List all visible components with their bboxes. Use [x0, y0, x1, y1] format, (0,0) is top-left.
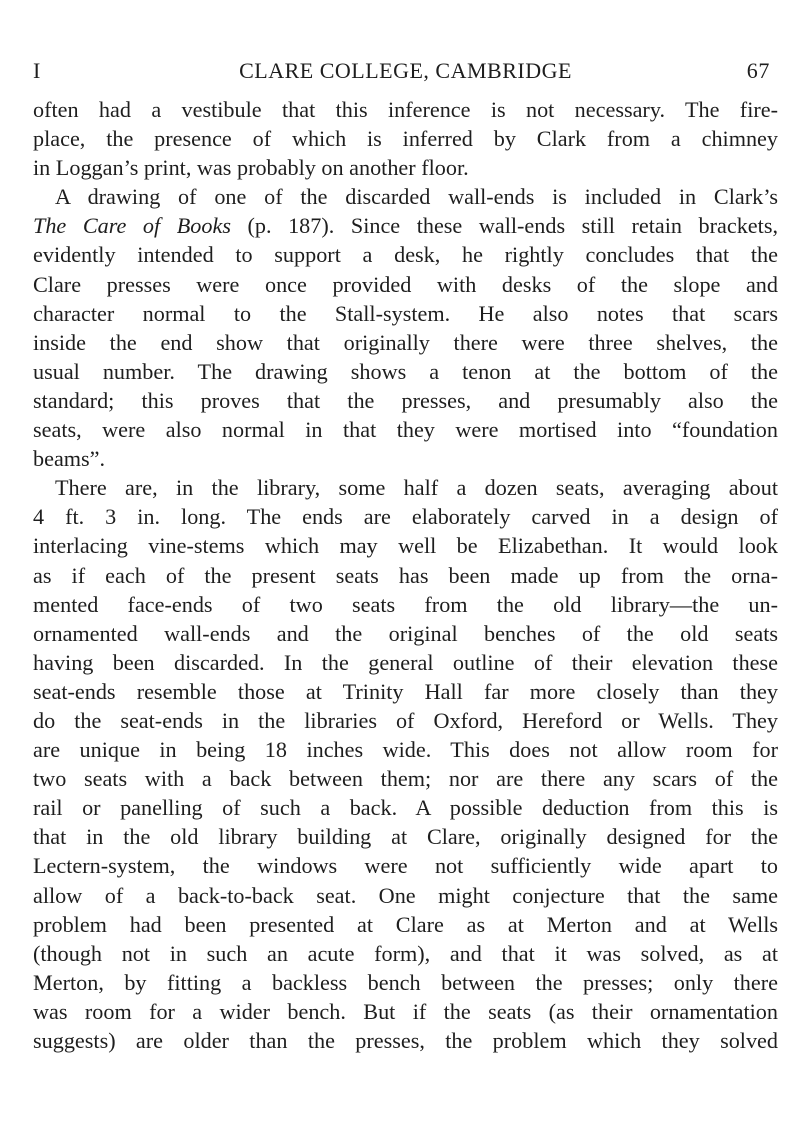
book-title: The Care of Books: [33, 213, 231, 239]
section-number: I: [33, 58, 41, 83]
text-line: evidently intended to support a desk, he rightly concludes that the: [33, 242, 778, 268]
text-line: in Loggan’s print, was probably on another floor.: [33, 155, 469, 181]
text-line: seats, were also normal in that they were mortised into “foundation: [33, 417, 778, 443]
text-line: allow of a back-to-back seat. One might conjecture that the same: [33, 882, 778, 908]
text-line: Merton, by fitting a backless bench between the presses; only there: [33, 969, 778, 995]
running-title: CLARE COLLEGE, CAMBRIDGE: [239, 58, 572, 83]
text-line: inside the end show that originally there were three shelves, the: [33, 329, 778, 355]
text-line: problem had been presented at Clare as at Merton and at Wells: [33, 911, 778, 937]
text-line: There are, in the library, some half a dozen seats, averaging about: [55, 475, 778, 501]
text-line: Clare presses were once provided with desks of the slope and: [33, 271, 778, 297]
text-line: place, the presence of which is inferred by Clark from a chimney: [33, 126, 778, 152]
text-line: usual number. The drawing shows a tenon at the bottom of the: [33, 358, 778, 384]
text-line: was room for a wider bench. But if the seats (as their ornamentation: [33, 998, 778, 1024]
text-line: that in the old library building at Clare, originally designed for the: [33, 824, 778, 850]
text-line: [33, 211, 778, 240]
paragraph: [33, 473, 778, 1055]
text-line-rest: (p. 187). Since these wall-ends still retain brackets,: [230, 213, 778, 239]
paragraph: [33, 182, 778, 473]
text-line: two seats with a back between them; nor are there any scars of the: [33, 766, 778, 792]
text-line: having been discarded. In the general outline of their elevation these: [33, 649, 778, 675]
text-line: 4 ft. 3 in. long. The ends are elaborately carved in a design of: [33, 504, 778, 530]
text-line: standard; this proves that the presses, and presumably also the: [33, 387, 778, 413]
text-line: beams”.: [33, 446, 106, 472]
text-line: Lectern-system, the windows were not sufficiently wide apart to: [33, 853, 778, 879]
page-number: 67: [746, 58, 770, 83]
body-text: [33, 95, 778, 1055]
text-line: A drawing of one of the discarded wall-ends is included in Clark’s: [55, 184, 778, 210]
text-line: character normal to the Stall-system. He also notes that scars: [33, 300, 778, 326]
text-line: as if each of the present seats has been made up from the orna-: [33, 562, 778, 588]
text-line: ornamented wall-ends and the original benches of the old seats: [33, 620, 778, 646]
text-line: (though not in such an acute form), and that it was solved, as at: [33, 940, 778, 966]
text-line: mented face-ends of two seats from the old library—the un-: [33, 591, 778, 617]
text-line: rail or panelling of such a back. A possible deduction from this is: [33, 795, 778, 821]
text-line: suggests) are older than the presses, the problem which they solved: [33, 1028, 778, 1053]
text-line: often had a vestibule that this inference is not necessary. The fire-: [33, 97, 778, 122]
text-line: do the seat-ends in the libraries of Oxford, Hereford or Wells. They: [33, 707, 778, 733]
text-line: interlacing vine-stems which may well be Elizabethan. It would look: [33, 533, 778, 559]
running-header: [33, 58, 778, 90]
paragraph: [33, 95, 778, 182]
text-line: seat-ends resemble those at Trinity Hall far more closely than they: [33, 678, 778, 704]
text-line: are unique in being 18 inches wide. This does not allow room for: [33, 737, 778, 763]
